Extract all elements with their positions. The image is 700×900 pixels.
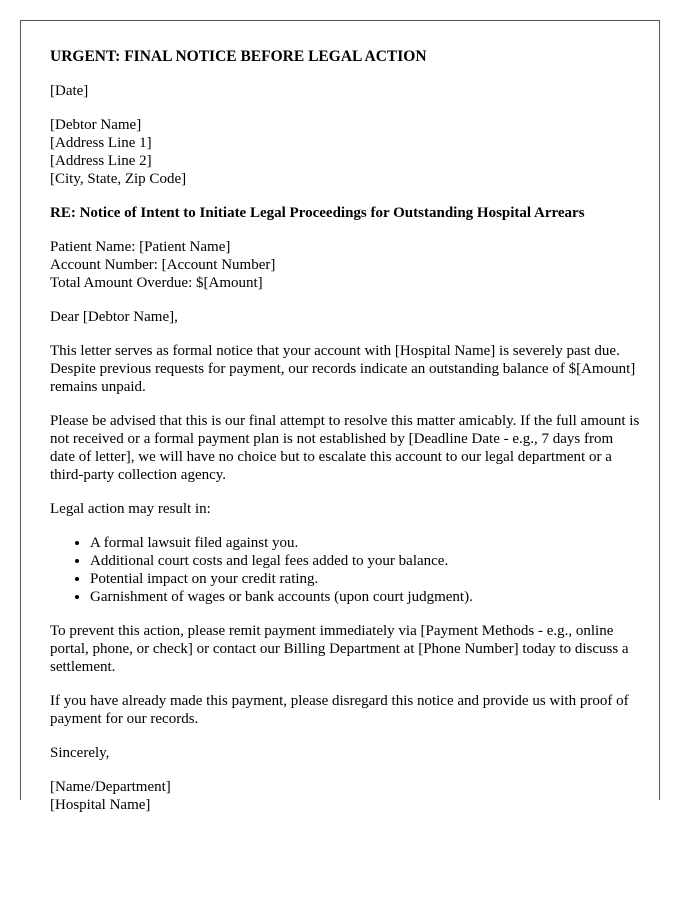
account-details: [50, 238, 640, 292]
list-intro: Legal action may result in:: [50, 501, 211, 517]
amount-overdue-line: Total Amount Overdue: $[Amount]: [50, 275, 263, 291]
recipient-address-line-1: [Address Line 1]: [50, 135, 152, 151]
recipient-address-line-2: [Address Line 2]: [50, 153, 152, 169]
letter-content: [50, 48, 640, 830]
letter-title: URGENT: FINAL NOTICE BEFORE LEGAL ACTION: [50, 48, 427, 65]
signature-block: [50, 778, 640, 814]
paragraph-notice: This letter serves as formal notice that your account with [Hospital Name] is severely past due. Despite previous requests for payment, our records indicate an outstanding balance of $[Amount] remains unpaid.: [50, 343, 636, 395]
list-item: • A formal lawsuit filed against you.: [90, 534, 640, 552]
recipient-name: [Debtor Name]: [50, 117, 142, 133]
recipient-city-state-zip: [City, State, Zip Code]: [50, 171, 187, 187]
recipient-address: [50, 116, 640, 188]
signature-organization: [Hospital Name]: [50, 797, 151, 813]
paragraph-remit-payment: To prevent this action, please remit payment immediately via [Payment Methods - e.g., online portal, phone, or check] or contact our Billing Department at [Phone Number] today to discuss a settlement.: [50, 623, 629, 675]
letter-page: [20, 20, 660, 813]
signature-name: [Name/Department]: [50, 779, 171, 795]
subject-line: RE: Notice of Intent to Initiate Legal Proceedings for Outstanding Hospital Arrears: [50, 205, 585, 221]
letter-date: [Date]: [50, 83, 89, 99]
list-item: • Garnishment of wages or bank accounts (upon court judgment).: [90, 588, 640, 606]
paragraph-final-attempt: Please be advised that this is our final attempt to resolve this matter amicably. If the full amount is not received or a formal payment plan is not established by [Deadline Date - e.g., 7 days from date of letter], we will have no choice but to escalate this account to our legal department or a third-party collection agency.: [50, 413, 640, 483]
account-number-line: Account Number: [Account Number]: [50, 257, 276, 273]
patient-name-line: Patient Name: [Patient Name]: [50, 239, 231, 255]
salutation: Dear [Debtor Name],: [50, 309, 178, 325]
paragraph-disregard: If you have already made this payment, please disregard this notice and provide us with proof of payment for our records.: [50, 693, 629, 727]
list-item: • Additional court costs and legal fees added to your balance.: [90, 552, 640, 570]
closing: Sincerely,: [50, 745, 110, 761]
consequences-list: [50, 534, 640, 606]
list-item: • Potential impact on your credit rating.: [90, 570, 640, 588]
